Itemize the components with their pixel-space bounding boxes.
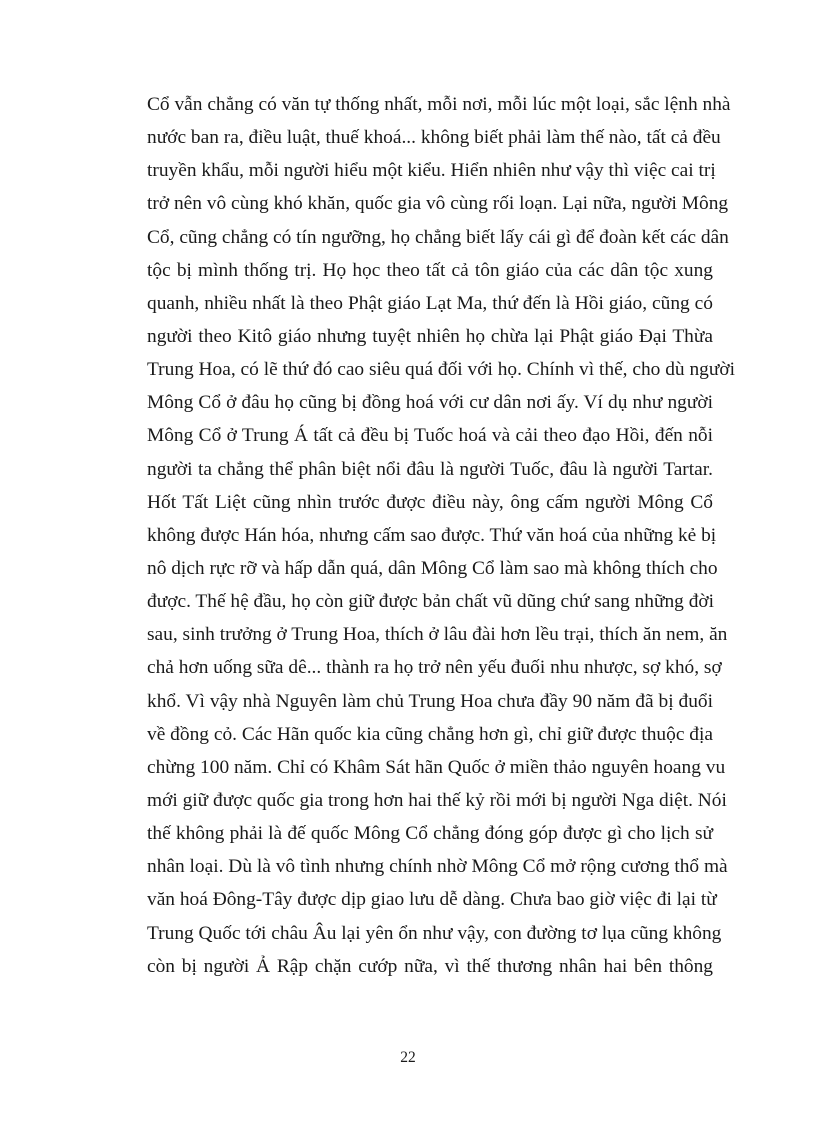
text-line: khổ. Vì vậy nhà Nguyên làm chủ Trung Hoa chưa đầy 90 năm đã bị đuổi: [147, 690, 713, 712]
text-line: được. Thế hệ đầu, họ còn giữ được bản chất vũ dũng chứ sang những đời: [147, 591, 715, 613]
text-line: mới giữ được quốc gia trong hơn hai thế kỷ rồi mới bị người Nga diệt. Nói: [147, 789, 727, 811]
text-line: tộc bị mình thống trị. Họ học theo tất cả tôn giáo của các dân tộc xung: [147, 259, 713, 281]
text-line: về đồng cỏ. Các Hãn quốc kia cũng chẳng hơn gì, chỉ giữ được thuộc địa: [147, 723, 713, 745]
text-line: văn hoá Đông-Tây được dịp giao lưu dễ dàng. Chưa bao giờ việc đi lại từ: [147, 889, 717, 911]
text-line: Trung Quốc tới châu Âu lại yên ổn như vậy, con đường tơ lụa cũng không: [147, 922, 722, 944]
page-number: 22: [400, 1049, 416, 1066]
text-line: nô dịch rực rỡ và hấp dẫn quá, dân Mông Cổ làm sao mà không thích cho: [147, 557, 718, 579]
text-line: quanh, nhiều nhất là theo Phật giáo Lạt Ma, thứ đến là Hồi giáo, cũng có: [147, 292, 713, 314]
text-line: Mông Cổ ở đâu họ cũng bị đồng hoá với cư dân nơi ấy. Ví dụ như người: [147, 392, 713, 414]
text-line: chả hơn uống sữa dê... thành ra họ trở nên yếu đuối nhu nhược, sợ khó, sợ: [147, 657, 722, 679]
text-line: truyền khẩu, mỗi người hiểu một kiểu. Hiển nhiên như vậy thì việc cai trị: [147, 160, 716, 182]
text-line: người theo Kitô giáo nhưng tuyệt nhiên họ chừa lại Phật giáo Đại Thừa: [147, 325, 713, 347]
body-text: [147, 88, 735, 983]
text-line: trở nên vô cùng khó khăn, quốc gia vô cùng rối loạn. Lại nữa, người Mông: [147, 193, 729, 215]
text-line: nhân loại. Dù là vô tình nhưng chính nhờ Mông Cổ mở rộng cương thổ mà: [147, 856, 728, 878]
text-line: nước ban ra, điều luật, thuế khoá... không biết phải làm thế nào, tất cả đều: [147, 127, 721, 149]
text-line: Hốt Tất Liệt cũng nhìn trước được điều này, ông cấm người Mông Cổ: [147, 491, 713, 513]
text-line: Trung Hoa, có lẽ thứ đó cao siêu quá đối với họ. Chính vì thế, cho dù người: [147, 359, 735, 381]
text-line: còn bị người Ả Rập chặn cướp nữa, vì thế thương nhân hai bên thông: [147, 955, 713, 977]
text-line: Cổ vẫn chẳng có văn tự thống nhất, mỗi nơi, mỗi lúc một loại, sắc lệnh nhà: [147, 94, 731, 115]
text-line: không được Hán hóa, nhưng cấm sao được. Thứ văn hoá của những kẻ bị: [147, 524, 717, 546]
text-line: chừng 100 năm. Chỉ có Khâm Sát hãn Quốc ở miền thảo nguyên hoang vu: [147, 756, 726, 778]
text-line: Mông Cổ ở Trung Á tất cả đều bị Tuốc hoá và cải theo đạo Hồi, đến nỗi: [147, 425, 713, 447]
text-line: thế không phải là đế quốc Mông Cổ chẳng đóng góp được gì cho lịch sử: [147, 823, 713, 845]
text-line: sau, sinh trưởng ở Trung Hoa, thích ở lâu đài hơn lều trại, thích ăn nem, ăn: [147, 624, 728, 646]
text-line: người ta chẳng thể phân biệt nổi đâu là người Tuốc, đâu là người Tartar.: [147, 458, 713, 480]
text-line: Cổ, cũng chẳng có tín ngưỡng, họ chẳng biết lấy cái gì để đoàn kết các dân: [147, 226, 729, 248]
